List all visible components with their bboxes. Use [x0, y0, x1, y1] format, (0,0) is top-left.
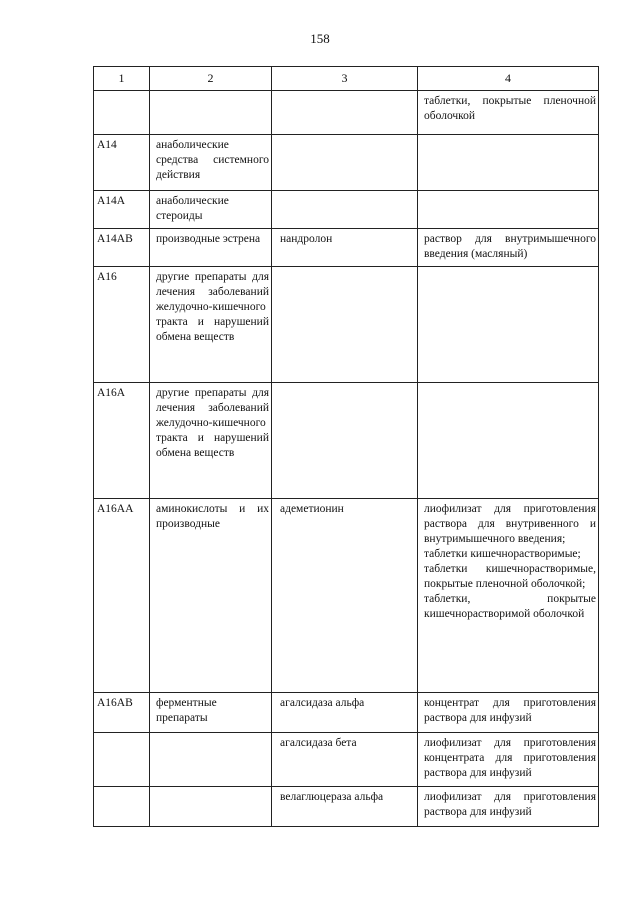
- group-name-cell: [150, 91, 272, 135]
- dosage-form-entry: концентрат для приготовления раствора для инфузий: [424, 697, 596, 724]
- dosage-form-entry: лиофилизат для приготовления раствора для инфузий: [424, 791, 596, 818]
- dosage-forms-cell: [418, 693, 599, 733]
- dosage-forms-cell: [418, 499, 599, 693]
- dosage-forms-cell: [418, 267, 599, 383]
- drug-name-cell: [272, 267, 418, 383]
- dosage-forms-cell: [418, 229, 599, 267]
- drug-name-cell: [272, 135, 418, 191]
- atc-code-cell: A14AB: [94, 229, 150, 267]
- group-name-cell: другие препараты для лечения заболеваний желудочно-кишечного тракта и нарушений обмена веществ: [150, 383, 272, 499]
- atc-code-cell: A14A: [94, 191, 150, 229]
- atc-code-cell: [94, 787, 150, 827]
- dosage-form-entry: таблетки, покрытые кишечнорастворимой оболочкой: [424, 593, 596, 620]
- drug-name-cell: велаглюцераза альфа: [272, 787, 418, 827]
- dosage-forms-cell: [418, 135, 599, 191]
- group-name-cell: анаболические средства системного действия: [150, 135, 272, 191]
- drug-name-cell: адеметионин: [272, 499, 418, 693]
- table-row: [94, 787, 599, 827]
- header-cell: 2: [150, 67, 272, 91]
- atc-code-cell: [94, 733, 150, 787]
- table-body: [94, 91, 599, 827]
- dosage-form-entry: таблетки, покрытые пленочной оболочкой: [424, 95, 596, 122]
- header-cell: 4: [418, 67, 599, 91]
- drug-table: [93, 66, 599, 827]
- atc-code-cell: A16A: [94, 383, 150, 499]
- atc-code-cell: A16: [94, 267, 150, 383]
- table-row: [94, 733, 599, 787]
- header-cell: 1: [94, 67, 150, 91]
- table-row: [94, 191, 599, 229]
- table-row: [94, 91, 599, 135]
- table-row: [94, 693, 599, 733]
- header-row: [94, 67, 599, 91]
- dosage-form-entry: таблетки кишечнорастворимые;: [424, 548, 581, 560]
- atc-code-cell: A16AA: [94, 499, 150, 693]
- group-name-cell: аминокислоты и их производные: [150, 499, 272, 693]
- dosage-forms-cell: [418, 787, 599, 827]
- drug-name-cell: агалсидаза альфа: [272, 693, 418, 733]
- dosage-forms-cell: [418, 383, 599, 499]
- group-name-cell: [150, 787, 272, 827]
- dosage-forms-cell: [418, 733, 599, 787]
- drug-name-cell: нандролон: [272, 229, 418, 267]
- table-row: [94, 267, 599, 383]
- drug-name-cell: [272, 383, 418, 499]
- dosage-form-entry: лиофилизат для приготовления раствора для внутривенного и внутримышечного введения;: [424, 503, 596, 545]
- atc-code-cell: A14: [94, 135, 150, 191]
- table-row: [94, 135, 599, 191]
- dosage-form-entry: таблетки кишечнорастворимые, покрытые пленочной оболочкой;: [424, 563, 596, 590]
- table-row: [94, 499, 599, 693]
- dosage-form-entry: раствор для внутримышечного введения (масляный): [424, 233, 596, 260]
- dosage-forms-cell: [418, 91, 599, 135]
- atc-code-cell: A16AB: [94, 693, 150, 733]
- drug-name-cell: [272, 91, 418, 135]
- group-name-cell: [150, 733, 272, 787]
- table-row: [94, 229, 599, 267]
- dosage-forms-cell: [418, 191, 599, 229]
- group-name-cell: другие препараты для лечения заболеваний желудочно-кишечного тракта и нарушений обмена веществ: [150, 267, 272, 383]
- drug-name-cell: агалсидаза бета: [272, 733, 418, 787]
- table-row: [94, 383, 599, 499]
- group-name-cell: анаболические стероиды: [150, 191, 272, 229]
- page-number: 158: [310, 31, 330, 46]
- dosage-form-entry: лиофилизат для приготовления концентрата для приготовления раствора для инфузий: [424, 737, 596, 779]
- group-name-cell: производные эстрена: [150, 229, 272, 267]
- group-name-cell: ферментные препараты: [150, 693, 272, 733]
- atc-code-cell: [94, 91, 150, 135]
- header-cell: 3: [272, 67, 418, 91]
- drug-name-cell: [272, 191, 418, 229]
